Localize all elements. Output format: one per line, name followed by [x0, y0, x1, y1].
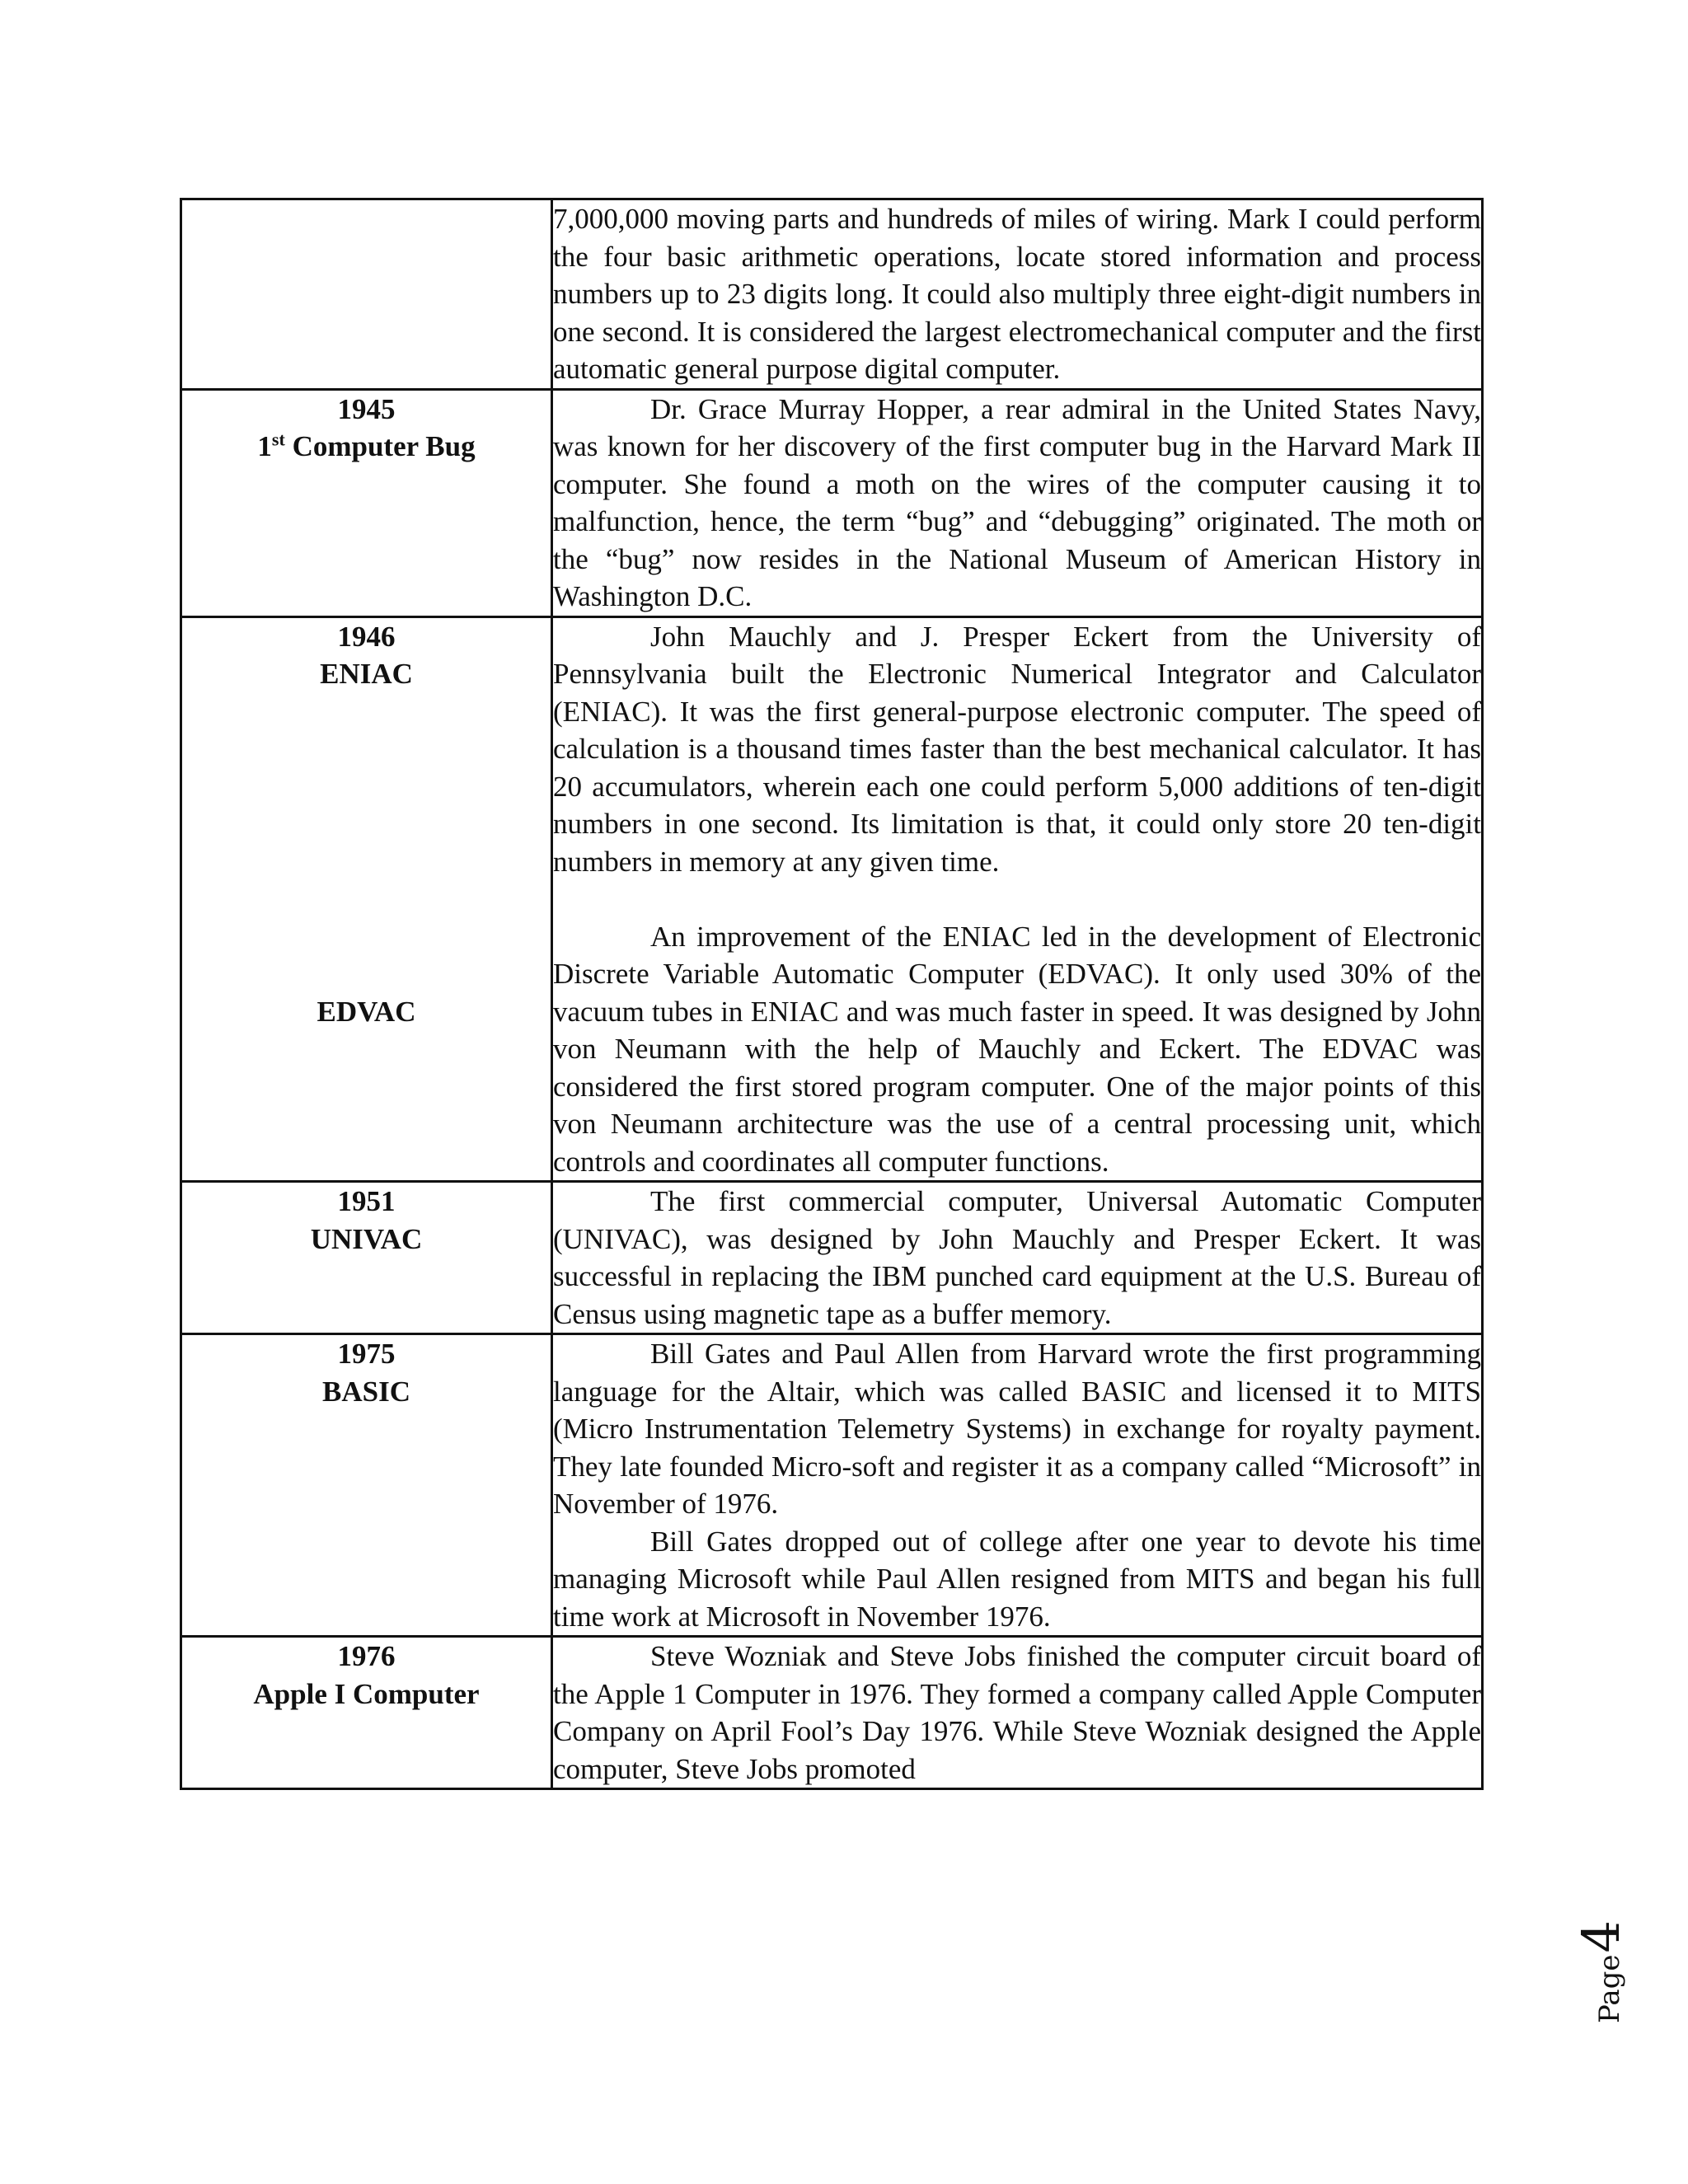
- event-name: ENIAC: [320, 658, 413, 690]
- paragraph: Bill Gates and Paul Allen from Harvard wrote the first programming language for the Altair, which was called BASIC and licensed it to MITS (Micro Instrumentation Telemetry Systems) in exchange for royalty payment. They late founded Micro-soft and register it as a company called “Microsoft” in November of 1976.: [553, 1338, 1481, 1520]
- event-year: 1945: [337, 392, 396, 425]
- paragraph: Bill Gates dropped out of college after one year to devote his time managing Microsoft while Paul Allen resigned from MITS and began his full time work at Microsoft in November 1976.: [553, 1525, 1481, 1633]
- event-name-ordinal: 1: [257, 430, 272, 462]
- event-name: Apple I Computer: [253, 1677, 480, 1710]
- description-cell: [552, 389, 1483, 616]
- event-cell: [181, 389, 552, 616]
- event-year: 1975: [337, 1338, 396, 1370]
- event-name: UNIVAC: [310, 1222, 423, 1255]
- event-name: BASIC: [322, 1375, 410, 1408]
- paragraph: The first commercial computer, Universal Automatic Computer (UNIVAC), was designed by John Mauchly and Presper Eckert. It was successful in replacing the IBM punched card equipment at the U.S. Bureau of Census using magnetic tape as a buffer memory.: [553, 1185, 1481, 1330]
- event-year: 1946: [337, 620, 396, 653]
- page-word: Page: [1593, 1954, 1626, 2023]
- page-number: [1551, 1920, 1631, 2032]
- paragraph: 7,000,000 moving parts and hundreds of miles of wiring. Mark I could perform the four basic arithmetic operations, locate stored information and process numbers up to 23 digits long. It could also multiply three eight-digit numbers in one second. It is considered the largest electromechanical computer and the first automatic general purpose digital computer.: [553, 203, 1481, 385]
- description-cell: [552, 199, 1483, 390]
- event-name-suffix: st: [271, 429, 285, 450]
- paragraph: An improvement of the ENIAC led in the development of Electronic Discrete Variable Automatic Computer (EDVAC). It only used 30% of the vacuum tubes in ENIAC and was much faster in speed. It was designed by John von Neumann with the help of Mauchly and Eckert. The EDVAC was considered the first stored program computer. One of the major points of this von Neumann architecture was the use of a central processing unit, which controls and coordinates all computer functions.: [553, 920, 1481, 1178]
- description-cell: [552, 1637, 1483, 1789]
- event-cell: [181, 199, 552, 390]
- event-name-secondary: EDVAC: [316, 995, 416, 1028]
- event-name-rest: Computer Bug: [284, 430, 476, 462]
- event-name: [182, 428, 551, 466]
- event-year: 1976: [337, 1640, 396, 1672]
- table-row: [181, 1182, 1483, 1334]
- description-cell: [552, 616, 1483, 1182]
- description-cell: [552, 1334, 1483, 1637]
- event-cell: [181, 616, 552, 1182]
- spacer: [182, 693, 551, 993]
- paragraph: John Mauchly and J. Presper Eckert from the University of Pennsylvania built the Electronic Numerical Integrator and Calculator (ENIAC). It was the first general-purpose electronic computer. The speed of calculation is a thousand times faster than the best mechanical calculator. It has 20 accumulators, wherein each one could perform 5,000 additions of ten-digit numbers in one second. Its limitation is that, it could only store 20 ten-digit numbers in memory at any given time.: [553, 620, 1481, 878]
- event-year: 1951: [337, 1185, 396, 1217]
- table-row: [181, 616, 1483, 1182]
- table-row: [181, 1334, 1483, 1637]
- paragraph: Dr. Grace Murray Hopper, a rear admiral in the United States Navy, was known for her discovery of the first computer bug in the Harvard Mark II computer. She found a moth on the wires of the computer causing it to malfunction, hence, the term “bug” and “debugging” originated. The moth or the “bug” now resides in the National Museum of American History in Washington D.C.: [553, 392, 1481, 612]
- page-digit: 4: [1571, 1920, 1631, 1953]
- table-row: [181, 199, 1483, 390]
- event-cell: [181, 1334, 552, 1637]
- event-cell: [181, 1637, 552, 1789]
- table-row: [181, 1637, 1483, 1789]
- computer-history-table: [180, 198, 1484, 1790]
- paragraph: Steve Wozniak and Steve Jobs finished the computer circuit board of the Apple 1 Computer in 1976. They formed a company called Apple Computer Company on April Fool’s Day 1976. While Steve Wozniak designed the Apple computer, Steve Jobs promoted: [553, 1640, 1481, 1785]
- table-row: [181, 389, 1483, 616]
- description-cell: [552, 1182, 1483, 1334]
- paragraph-gap: [553, 880, 1481, 918]
- event-cell: [181, 1182, 552, 1334]
